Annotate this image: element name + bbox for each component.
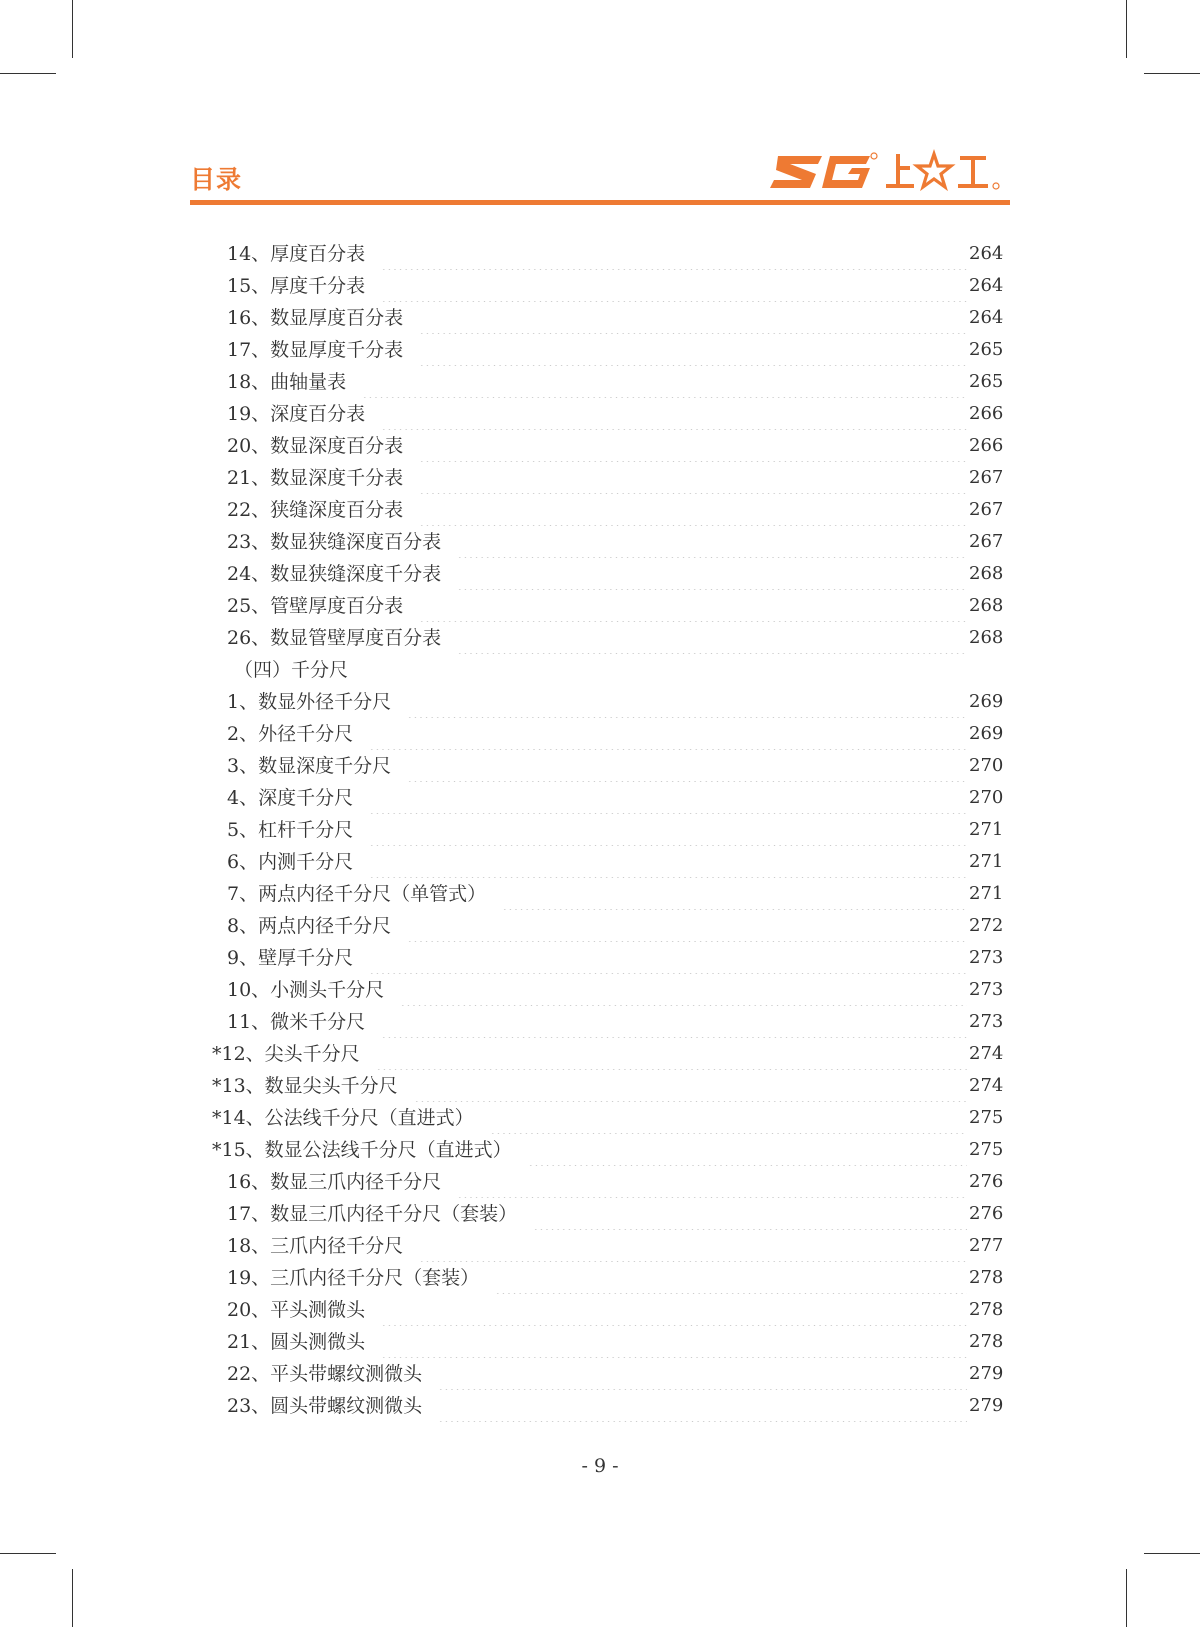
toc-entry-page: 265 <box>969 339 1004 360</box>
dot-leader <box>400 974 967 1006</box>
toc-entry-page: 273 <box>969 979 1004 1000</box>
toc-entry-page: 275 <box>969 1107 1004 1128</box>
toc-entry[interactable] <box>212 270 1003 302</box>
toc-entry-label: 7、两点内径千分尺（单管式） <box>227 883 487 905</box>
toc-entry[interactable] <box>212 622 1003 654</box>
toc-entry-label: 4、深度千分尺 <box>227 787 354 809</box>
toc-entry-page: 264 <box>969 275 1004 296</box>
toc-entry-page: 269 <box>969 723 1004 744</box>
toc-entry[interactable] <box>212 1102 1003 1134</box>
dot-leader <box>369 814 967 846</box>
dot-leader <box>381 238 967 270</box>
toc-entry-label: 25、管壁厚度百分表 <box>227 595 404 617</box>
dot-leader <box>407 686 967 718</box>
toc-entry-label: *12、尖头千分尺 <box>212 1043 360 1065</box>
dot-leader <box>419 334 967 366</box>
toc-entry-label: 23、圆头带螺纹测微头 <box>227 1395 423 1417</box>
toc-entry-label: 5、杠杆千分尺 <box>227 819 354 841</box>
toc-entry[interactable] <box>212 1198 1003 1230</box>
toc-entry-page: 270 <box>969 755 1004 776</box>
toc-entry-label: 16、数显三爪内径千分尺 <box>227 1171 442 1193</box>
dot-leader <box>457 622 967 654</box>
toc-entry-page: 267 <box>969 531 1004 552</box>
toc-entry[interactable] <box>212 910 1003 942</box>
toc-entry-page: 266 <box>969 403 1004 424</box>
dot-leader <box>457 526 967 558</box>
dot-leader <box>533 1198 967 1230</box>
dot-leader <box>438 1358 967 1390</box>
dot-leader <box>376 1038 967 1070</box>
toc-entry-page: 266 <box>969 435 1004 456</box>
toc-entry[interactable] <box>212 526 1003 558</box>
toc-entry-page: 276 <box>969 1171 1004 1192</box>
toc-entry[interactable] <box>212 302 1003 334</box>
toc-entry-label: 8、两点内径千分尺 <box>227 915 392 937</box>
toc-entry[interactable] <box>212 462 1003 494</box>
dot-leader <box>407 910 967 942</box>
crop-mark <box>1144 73 1200 74</box>
toc-entry[interactable] <box>212 1134 1003 1166</box>
toc-entry-page: 269 <box>969 691 1004 712</box>
toc-entry-page: 278 <box>969 1331 1004 1352</box>
toc-entry-label: *13、数显尖头千分尺 <box>212 1075 398 1097</box>
toc-entry[interactable] <box>212 814 1003 846</box>
toc-entry-label: 14、厚度百分表 <box>227 243 366 265</box>
dot-leader <box>419 430 967 462</box>
toc-entry-label: 17、数显厚度千分表 <box>227 339 404 361</box>
table-of-contents <box>212 238 1003 1422</box>
dot-leader <box>495 1262 967 1294</box>
toc-entry-page: 275 <box>969 1139 1004 1160</box>
toc-entry-label: 3、数显深度千分尺 <box>227 755 392 777</box>
toc-entry-page: 268 <box>969 627 1004 648</box>
dot-leader <box>414 1070 967 1102</box>
toc-entry[interactable] <box>212 494 1003 526</box>
toc-entry-label: 1、数显外径千分尺 <box>227 691 392 713</box>
toc-entry-page: 274 <box>969 1043 1004 1064</box>
toc-entry[interactable] <box>212 334 1003 366</box>
toc-entry[interactable] <box>212 1262 1003 1294</box>
dot-leader <box>369 942 967 974</box>
toc-entry-page: 268 <box>969 563 1004 584</box>
crop-mark <box>1126 1569 1127 1627</box>
dot-leader <box>381 1326 967 1358</box>
brand-logo <box>770 148 1010 196</box>
toc-entry-label: *14、公法线千分尺（直进式） <box>212 1107 474 1129</box>
dot-leader <box>502 878 967 910</box>
toc-entry-label: 21、数显深度千分表 <box>227 467 404 489</box>
toc-entry-page: 267 <box>969 467 1004 488</box>
toc-entry-page: 268 <box>969 595 1004 616</box>
page-number: - 9 - <box>581 1455 619 1477</box>
toc-entry-page: 265 <box>969 371 1004 392</box>
dot-leader <box>457 1166 967 1198</box>
toc-entry-label: 20、数显深度百分表 <box>227 435 404 457</box>
dot-leader <box>419 302 967 334</box>
toc-section-heading[interactable] <box>212 654 1003 686</box>
toc-entry-page: 277 <box>969 1235 1004 1256</box>
dot-leader <box>381 1294 967 1326</box>
toc-entry[interactable] <box>212 1230 1003 1262</box>
toc-entry[interactable] <box>212 590 1003 622</box>
toc-entry[interactable] <box>212 1326 1003 1358</box>
toc-entry[interactable] <box>212 686 1003 718</box>
toc-entry-label: *15、数显公法线千分尺（直进式） <box>212 1139 512 1161</box>
toc-entry-page: 278 <box>969 1267 1004 1288</box>
toc-entry-page: 272 <box>969 915 1004 936</box>
dot-leader <box>419 494 967 526</box>
dot-leader <box>457 558 967 590</box>
toc-entry-page: 273 <box>969 947 1004 968</box>
toc-entry-page: 267 <box>969 499 1004 520</box>
toc-entry[interactable] <box>212 1358 1003 1390</box>
toc-entry-label: 11、微米千分尺 <box>227 1011 366 1033</box>
toc-entry[interactable] <box>212 942 1003 974</box>
toc-entry-page: 274 <box>969 1075 1004 1096</box>
toc-entry-label: 24、数显狭缝深度千分表 <box>227 563 442 585</box>
toc-entry-page: 279 <box>969 1363 1004 1384</box>
toc-entry-page: 273 <box>969 1011 1004 1032</box>
toc-entry-label: （四）千分尺 <box>234 659 349 681</box>
dot-leader <box>419 1230 967 1262</box>
toc-entry-label: 22、平头带螺纹测微头 <box>227 1363 423 1385</box>
toc-entry-label: 17、数显三爪内径千分尺（套装） <box>227 1203 518 1225</box>
dot-leader <box>528 1134 967 1166</box>
toc-entry[interactable] <box>212 878 1003 910</box>
toc-entry-page: 271 <box>969 819 1004 840</box>
toc-entry-label: 19、深度百分表 <box>227 403 366 425</box>
dot-leader <box>381 1006 967 1038</box>
crop-mark <box>0 1553 56 1554</box>
toc-entry-label: 10、小测头千分尺 <box>227 979 385 1001</box>
dot-leader <box>369 846 967 878</box>
toc-entry[interactable] <box>212 238 1003 270</box>
toc-entry-page: 264 <box>969 243 1004 264</box>
dot-leader <box>419 462 967 494</box>
toc-entry-page: 278 <box>969 1299 1004 1320</box>
dot-leader <box>381 270 967 302</box>
toc-entry-page: 271 <box>969 883 1004 904</box>
toc-entry[interactable] <box>212 1006 1003 1038</box>
dot-leader <box>362 366 967 398</box>
toc-entry[interactable] <box>212 430 1003 462</box>
crop-mark <box>1126 0 1127 58</box>
toc-entry[interactable] <box>212 398 1003 430</box>
toc-entry[interactable] <box>212 750 1003 782</box>
toc-entry-page: 271 <box>969 851 1004 872</box>
dot-leader <box>419 590 967 622</box>
toc-entry-label: 18、曲轴量表 <box>227 371 347 393</box>
toc-entry-label: 9、壁厚千分尺 <box>227 947 354 969</box>
toc-entry-page: 279 <box>969 1395 1004 1416</box>
toc-entry[interactable] <box>212 846 1003 878</box>
toc-entry[interactable] <box>212 366 1003 398</box>
dot-leader <box>381 398 967 430</box>
dot-leader <box>369 718 967 750</box>
toc-entry[interactable] <box>212 1390 1003 1422</box>
toc-entry-label: 23、数显狭缝深度百分表 <box>227 531 442 553</box>
toc-entry[interactable] <box>212 1038 1003 1070</box>
toc-entry[interactable] <box>212 1294 1003 1326</box>
toc-entry[interactable] <box>212 558 1003 590</box>
toc-entry[interactable] <box>212 718 1003 750</box>
crop-mark <box>1144 1553 1200 1554</box>
toc-entry-page: 270 <box>969 787 1004 808</box>
toc-entry-label: 19、三爪内径千分尺（套装） <box>227 1267 480 1289</box>
header-divider <box>190 200 1010 205</box>
toc-entry-page: 276 <box>969 1203 1004 1224</box>
crop-mark <box>72 0 73 58</box>
toc-entry[interactable] <box>212 782 1003 814</box>
dot-leader <box>407 750 967 782</box>
dot-leader <box>490 1102 967 1134</box>
toc-entry-label: 16、数显厚度百分表 <box>227 307 404 329</box>
toc-entry-label: 18、三爪内径千分尺 <box>227 1235 404 1257</box>
toc-entry-label: 20、平头测微头 <box>227 1299 366 1321</box>
dot-leader <box>369 782 967 814</box>
dot-leader <box>438 1390 967 1422</box>
toc-entry-label: 22、狭缝深度百分表 <box>227 499 404 521</box>
toc-entry-label: 15、厚度千分表 <box>227 275 366 297</box>
toc-entry[interactable] <box>212 974 1003 1006</box>
crop-mark <box>0 73 56 74</box>
toc-entry[interactable] <box>212 1166 1003 1198</box>
toc-entry-label: 21、圆头测微头 <box>227 1331 366 1353</box>
crop-mark <box>72 1569 73 1627</box>
page-title: 目录 <box>190 165 243 194</box>
toc-entry-label: 2、外径千分尺 <box>227 723 354 745</box>
toc-entry[interactable] <box>212 1070 1003 1102</box>
toc-entry-label: 6、内测千分尺 <box>227 851 354 873</box>
toc-entry-page: 264 <box>969 307 1004 328</box>
toc-entry-label: 26、数显管壁厚度百分表 <box>227 627 442 649</box>
